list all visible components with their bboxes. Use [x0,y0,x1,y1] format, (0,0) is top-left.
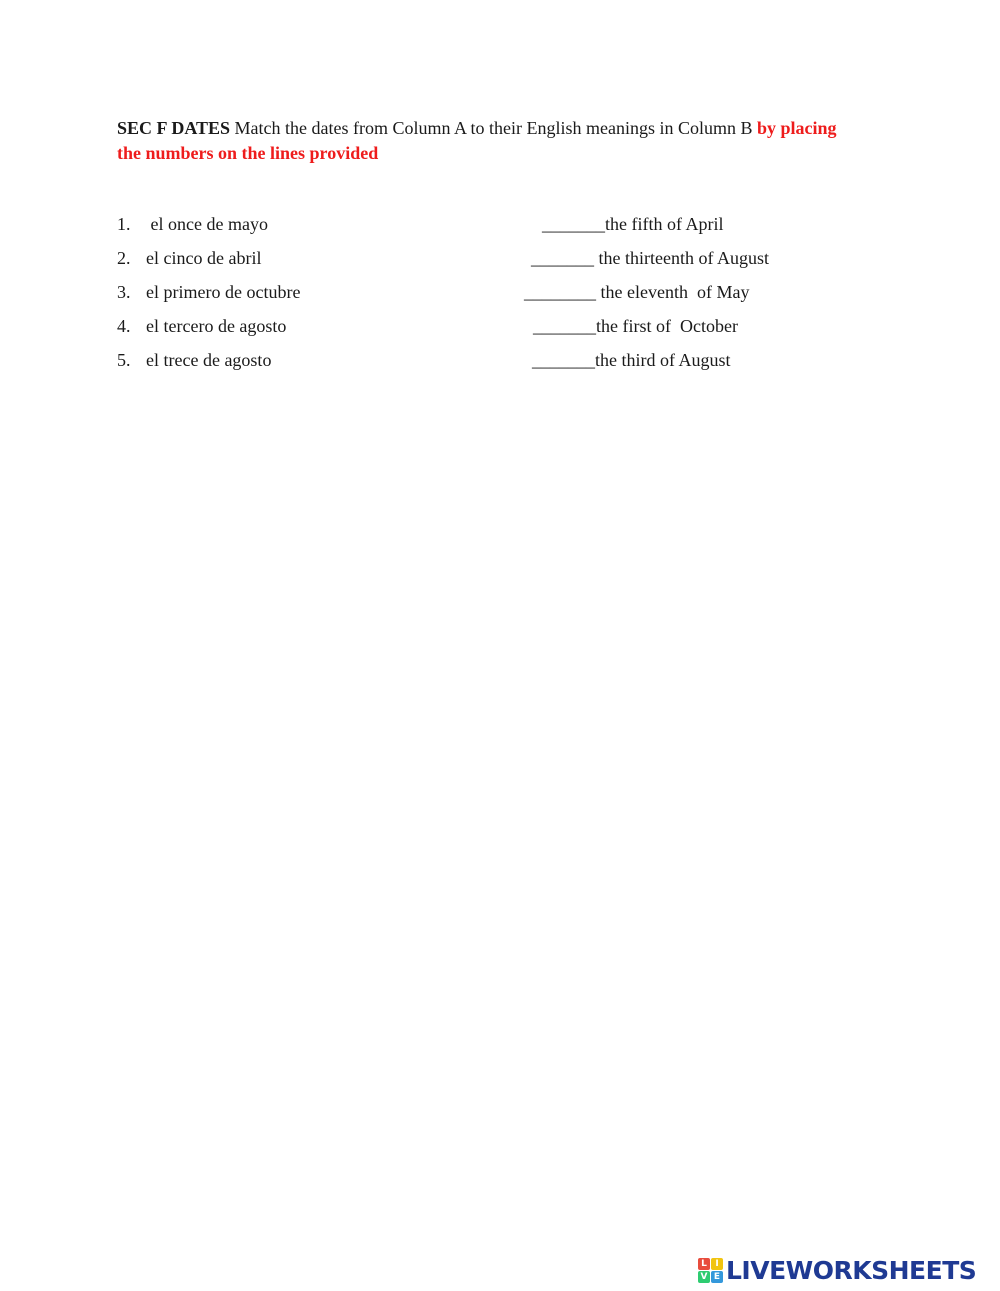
column-a-item [117,214,268,235]
answer-line-item[interactable]: _______the first of October [533,316,738,336]
column-a-item [117,282,300,303]
watermark-text: LIVEWORKSHEETS [726,1255,977,1285]
item-text: el cinco de abril [146,248,262,268]
item-number: 1. [117,214,131,234]
logo-tile: V [698,1271,710,1283]
item-number: 4. [117,316,131,336]
answer-line-item[interactable]: _______the third of August [532,350,731,370]
answer-line-item[interactable]: _______ the thirteenth of August [531,248,769,268]
liveworksheets-watermark [698,1256,976,1284]
item-text: el primero de octubre [146,282,301,302]
item-number: 2. [117,248,131,268]
instructions-text: Match the dates from Column A to their English meanings in Column B [230,118,757,138]
item-number: 3. [117,282,131,302]
item-text: el once de mayo [146,214,268,234]
liveworksheets-logo-icon [698,1258,723,1283]
section-title: SEC F DATES [117,118,231,138]
logo-tile: L [698,1258,710,1270]
item-text: el trece de agosto [146,350,272,370]
answer-line-item[interactable]: _______the fifth of April [542,214,724,234]
answer-line-item[interactable]: ________ the eleventh of May [524,282,750,302]
column-a-item [117,350,271,371]
column-a-item [117,248,261,269]
instructions-highlight: by placing the numbers on the lines provided [117,118,837,163]
item-text: el tercero de agosto [146,316,287,336]
logo-tile: E [711,1271,723,1283]
item-number: 5. [117,350,131,370]
logo-tile: I [711,1258,723,1270]
column-a-item [117,316,286,337]
instructions [117,116,857,166]
